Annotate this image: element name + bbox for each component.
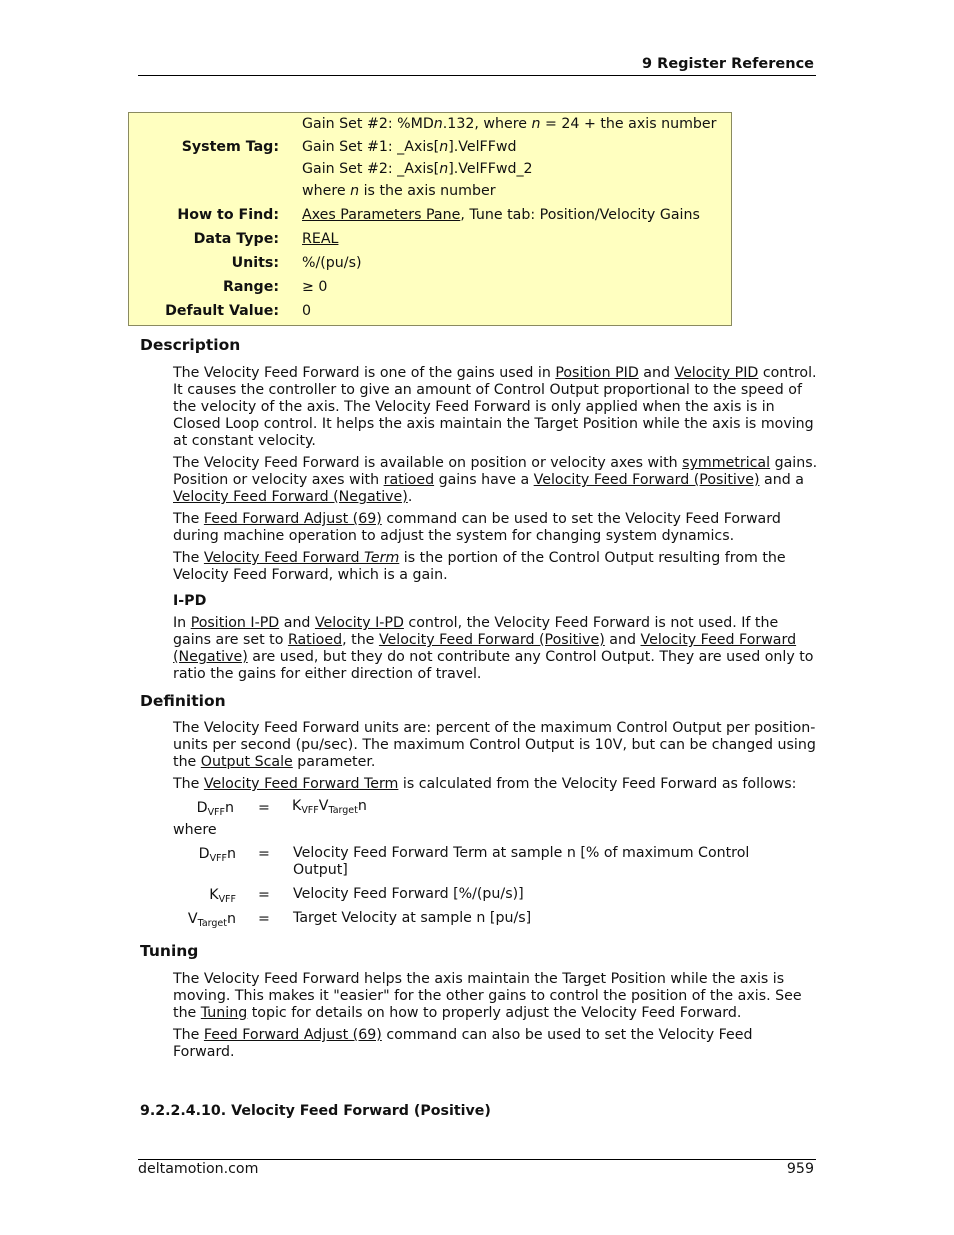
- formula-lhs: $D_{VFF}n$: [196, 800, 234, 818]
- prop-row-range: [129, 276, 731, 298]
- vff-positive-link[interactable]: Velocity Feed Forward (Positive): [533, 472, 760, 488]
- page-header-title: 9 Register Reference: [642, 56, 814, 72]
- vff-term-link[interactable]: Velocity Feed Forward Term: [203, 550, 400, 566]
- description-heading: Description: [140, 336, 241, 354]
- prop-row-data-type: [129, 228, 731, 250]
- default-value-label: Default Value:: [165, 303, 279, 319]
- tuning-heading: Tuning: [140, 942, 199, 960]
- ratioed-link-2[interactable]: Ratioed: [287, 632, 343, 648]
- prop-row-units: [129, 252, 731, 274]
- description-body: [173, 365, 818, 584]
- tuning-paragraph-2: The Feed Forward Adjust (69) command can also be used to set the Velocity Feed Forward.: [173, 1027, 753, 1060]
- property-table: [128, 112, 732, 326]
- real-type-link[interactable]: REAL: [302, 231, 339, 247]
- output-scale-link[interactable]: Output Scale: [200, 754, 293, 770]
- vff-negative-link-2[interactable]: Velocity Feed Forward (Negative): [173, 632, 797, 665]
- tuning-body: [173, 971, 818, 1061]
- ipd-body: [173, 615, 818, 683]
- vff-positive-link-2[interactable]: Velocity Feed Forward (Positive): [378, 632, 605, 648]
- units-value: %/(pu/s): [302, 255, 362, 271]
- page-number: 959: [786, 1161, 814, 1177]
- description-paragraph-3: The Feed Forward Adjust (69) command can be used to set the Velocity Feed Forward during machine operation to adjust the system for changing system dynamics.: [173, 511, 781, 544]
- term-row-k: $K_{VFF}$ = Velocity Feed Forward [%/(pu/s)]: [209, 886, 524, 905]
- definition-body: [173, 720, 818, 793]
- prop-row-gain2-md: Gain Set #2: %MDn.132, where n = 24 + the axis number: [302, 116, 717, 132]
- range-value: ≥ 0: [302, 279, 328, 295]
- system-tag-label: System Tag:: [181, 139, 279, 155]
- position-pid-link[interactable]: Position PID: [555, 365, 639, 381]
- prop-row-tag2: Gain Set #2: _Axis[n].VelFFwd_2: [302, 161, 533, 177]
- formula-where: where: [173, 822, 217, 838]
- ratioed-link[interactable]: ratioed: [383, 472, 435, 488]
- ipd-paragraph: In Position I-PD and Velocity I-PD control, the Velocity Feed Forward is not used. If the gains are set to Ratioed, the Velocity Feed Forward (Positive) and Velocity Feed Forward (Negative) are used, but they do not contribute any Control Output. They are used only to ratio the gains for either direction of travel.: [173, 615, 814, 682]
- formula-row: [0, 798, 954, 818]
- ipd-heading: I-PD: [173, 593, 207, 609]
- range-label: Range:: [222, 279, 279, 295]
- vff-term-link-2[interactable]: Velocity Feed Forward Term: [203, 776, 399, 792]
- prop-row-system-tag: System Tag: Gain Set #1: _Axis[n].VelFFwd: [129, 136, 731, 158]
- units-label: Units:: [231, 255, 279, 271]
- formula-rhs: $K_{VFF}V_{Target}n$: [292, 798, 367, 816]
- footer-rule: [138, 1159, 816, 1160]
- position-ipd-link[interactable]: Position I-PD: [190, 615, 280, 631]
- axes-parameters-pane-link[interactable]: Axes Parameters Pane: [302, 207, 461, 223]
- definition-paragraph-2: The Velocity Feed Forward Term is calculated from the Velocity Feed Forward as follows:: [173, 776, 797, 792]
- data-type-label: Data Type:: [193, 231, 279, 247]
- prop-row-default: [129, 300, 731, 322]
- default-value: 0: [302, 303, 312, 319]
- feed-forward-adjust-link[interactable]: Feed Forward Adjust (69): [203, 511, 382, 527]
- next-section-title: 9.2.2.4.10. Velocity Feed Forward (Positive): [140, 1103, 491, 1119]
- footer-site: deltamotion.com: [138, 1161, 259, 1177]
- description-paragraph-4: The Velocity Feed Forward Term is the portion of the Control Output resulting from the Velocity Feed Forward, which is a gain.: [173, 550, 786, 583]
- definition-paragraph-1: The Velocity Feed Forward units are: percent of the maximum Control Output per position-units per second (pu/sec). The maximum Control Output is 10V, but can be changed using the Output Scale parameter.: [173, 720, 816, 770]
- how-to-find-label: How to Find:: [177, 207, 279, 223]
- tuning-paragraph-1: The Velocity Feed Forward helps the axis maintain the Target Position while the axis is moving. This makes it "easier" for the other gains to control the position of the axis. See the Tuning topic for details on how to properly adjust the Velocity Feed Forward.: [173, 971, 802, 1021]
- formula-equals: =: [258, 800, 270, 816]
- velocity-pid-link[interactable]: Velocity PID: [674, 365, 759, 381]
- description-paragraph-1: The Velocity Feed Forward is one of the gains used in Position PID and Velocity PID control. It causes the controller to give an amount of Control Output proportional to the speed of the velocity of the axis. The Velocity Feed Forward is only applied when the axis is in Closed Loop control. It helps the axis maintain the Target Position while the axis is moving at constant velocity.: [173, 365, 817, 449]
- vff-negative-link[interactable]: Velocity Feed Forward (Negative): [173, 489, 408, 505]
- term-row-d: $D_{VFF}n$ = Velocity Feed Forward Term at sample n [% of maximum Control Output]: [198, 845, 750, 878]
- tuning-link[interactable]: Tuning: [200, 1005, 248, 1021]
- definition-heading: Definition: [140, 692, 226, 710]
- feed-forward-adjust-link-2[interactable]: Feed Forward Adjust (69): [203, 1027, 382, 1043]
- term-row-v: $V_{Target}n$ = Target Velocity at sample n [pu/s]: [187, 910, 532, 929]
- symmetrical-link[interactable]: symmetrical: [682, 455, 771, 471]
- velocity-ipd-link[interactable]: Velocity I-PD: [314, 615, 404, 631]
- header-rule: [138, 75, 816, 76]
- prop-row-tag-where: where n is the axis number: [302, 183, 496, 199]
- prop-row-how-to-find: How to Find: Axes Parameters Pane, Tune tab: Position/Velocity Gains: [129, 204, 731, 226]
- description-paragraph-2: The Velocity Feed Forward is available on position or velocity axes with symmetrical gains. Position or velocity axes with ratioed gains have a Velocity Feed Forward (Positive) and a Velocity Feed Forward (Negative).: [173, 455, 818, 505]
